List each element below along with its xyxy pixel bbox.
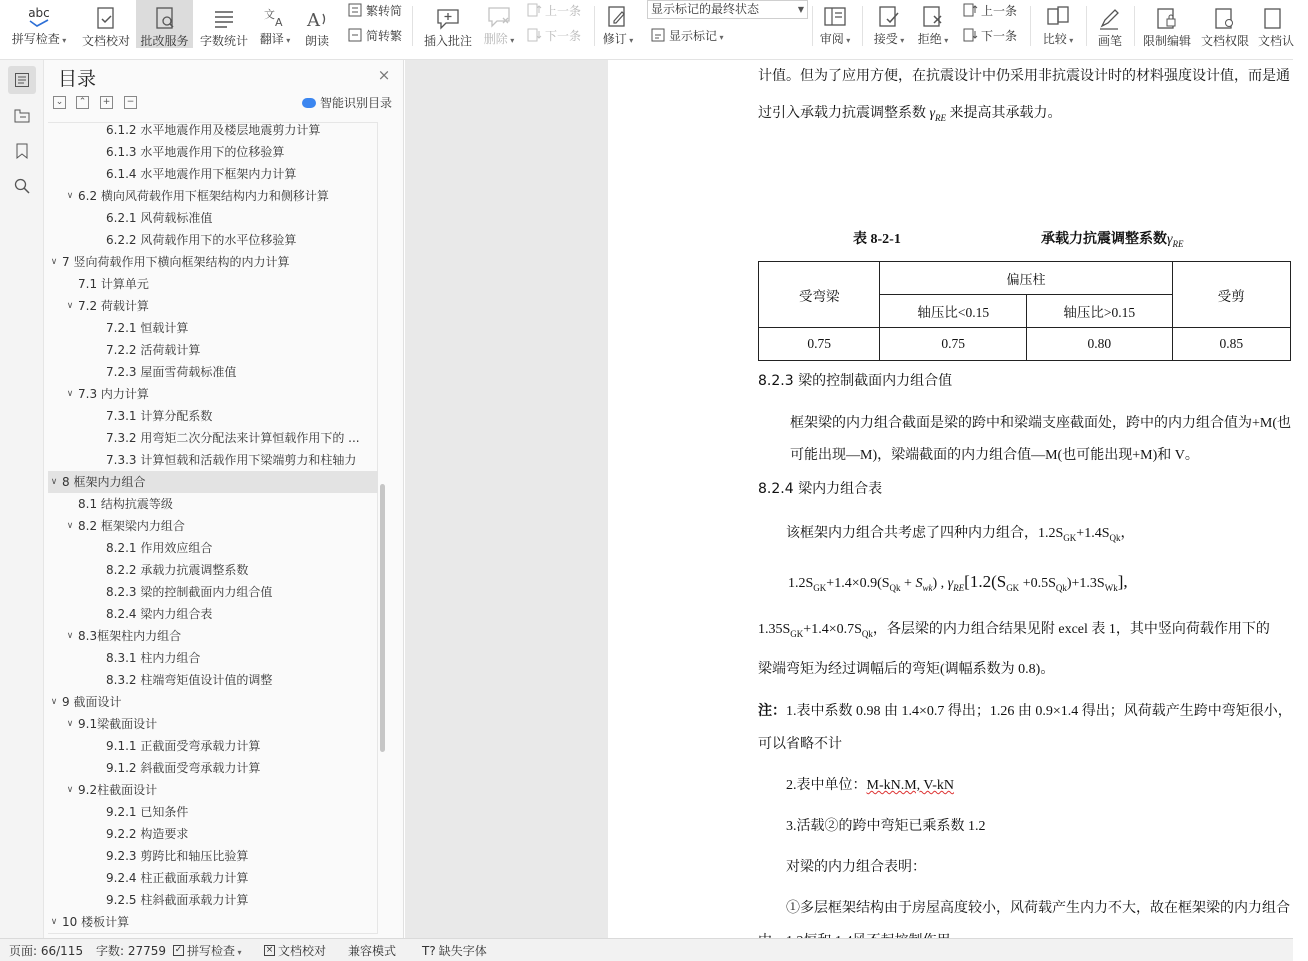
- toc-item[interactable]: [48, 251, 378, 273]
- toc-item-label: 8.3框架柱内力组合: [78, 629, 182, 643]
- ribbon-separator: [594, 6, 595, 46]
- word-count-icon: [211, 7, 237, 31]
- toc-item-label: 8.2.4 梁内力组合表: [106, 607, 213, 621]
- toc-item[interactable]: [48, 427, 378, 449]
- translate-icon: [262, 5, 288, 29]
- chevron-down-icon[interactable]: ∨: [50, 477, 58, 487]
- ribbon-separator: [1134, 6, 1135, 46]
- toc-item[interactable]: [48, 867, 378, 889]
- toc-nav-button[interactable]: [8, 66, 36, 94]
- chevron-down-icon[interactable]: ∨: [50, 257, 58, 267]
- next-change-icon: [962, 27, 978, 43]
- svg-text:A: A: [275, 16, 283, 29]
- toc-item[interactable]: [48, 273, 378, 295]
- toc-item-label: 8.3.1 柱内力组合: [106, 651, 201, 665]
- word-count-button[interactable]: 字数统计: [197, 0, 251, 48]
- toc-item[interactable]: [48, 515, 378, 537]
- document-page: [608, 60, 1308, 960]
- delete-comment-button[interactable]: 删除 ▾: [480, 0, 518, 48]
- coefficient-table: [758, 261, 1291, 361]
- paragraph-line: 过引入承载力抗震调整系数 $\gamma_{RE}$ 来提高其承载力。: [758, 106, 1062, 123]
- table-cell: 受弯梁: [759, 262, 880, 328]
- formula-line: $1.2S_{GK}+1.4\times 0.9(S_{Qk} + S_{wk})$ , $\gamma_{RE}[1.2(S_{GK} +0.5S_{Qk})+1.3S_{Wk}]$,: [788, 572, 1128, 593]
- toc-item[interactable]: [48, 229, 378, 251]
- next-comment-button[interactable]: 下一条: [526, 25, 581, 45]
- toc-scrollbar[interactable]: [380, 484, 385, 752]
- review-pane-button[interactable]: 审阅 ▾: [816, 0, 854, 48]
- pen-icon: [1097, 7, 1123, 31]
- toc-item-label: 9.1梁截面设计: [78, 717, 158, 731]
- table-cell: 0.80: [1027, 328, 1173, 361]
- collapse-all-icon[interactable]: ⌄: [53, 96, 66, 109]
- toc-item-label: 7.2.2 活荷载计算: [106, 343, 201, 357]
- restrict-edit-button[interactable]: 限制编辑: [1140, 0, 1194, 48]
- toc-item-label: 6.1.2 水平地震作用及楼层地震剪力计算: [106, 123, 321, 137]
- toc-item[interactable]: [48, 669, 378, 691]
- toc-item[interactable]: [48, 691, 378, 713]
- delete-comment-icon: [486, 5, 512, 29]
- paragraph-line: 该框架内力组合共考虑了四种内力组合，$1.2S_{GK}+1.4S_{Qk}$，: [786, 526, 1135, 543]
- read-aloud-icon: [304, 7, 330, 31]
- table-cell: 0.85: [1172, 328, 1290, 361]
- spell-check-button[interactable]: abc 拼写检查 ▾: [8, 0, 70, 48]
- toc-item-label: 9.2.5 柱斜截面承载力计算: [106, 893, 249, 907]
- toc-item-label: 7.3.2 用弯矩二次分配法来计算恒载作用下的 ...: [106, 431, 360, 445]
- status-bar: [0, 938, 1293, 961]
- chevron-down-icon[interactable]: ∨: [66, 719, 74, 729]
- show-markup-button[interactable]: 显示标记 ▾: [650, 25, 724, 45]
- toc-item-label: 8.2 框架梁内力组合: [78, 519, 185, 533]
- note-line: 2.表中单位：M-kN.M, V-kN: [786, 778, 955, 793]
- note-line: 注：1.表中系数 0.98 由 1.4×0.7 得出；1.26 由 0.9×1.4 得出；风荷载产生跨中弯矩很小，: [758, 704, 1292, 719]
- toc-item[interactable]: [48, 471, 378, 493]
- toc-item[interactable]: [48, 383, 378, 405]
- prev-change-button[interactable]: 上一条: [962, 0, 1017, 20]
- table-cell: 0.75: [880, 328, 1027, 361]
- toc-item[interactable]: [48, 581, 378, 603]
- chevron-down-icon[interactable]: ∨: [50, 917, 58, 927]
- compare-icon: [1045, 5, 1071, 29]
- checkbox-icon: ✓: [174, 945, 183, 955]
- review-service-button[interactable]: 批改服务: [136, 0, 193, 48]
- doc-more-button[interactable]: 文档认: [1258, 0, 1293, 48]
- toc-item[interactable]: [48, 713, 378, 735]
- toc-item[interactable]: [48, 779, 378, 801]
- toc-item-label: 6.2 横向风荷载作用下框架结构内力和侧移计算: [78, 189, 329, 203]
- document-rights-icon: [1212, 7, 1238, 31]
- toc-item-label: 9 截面设计: [62, 695, 122, 709]
- markup-state-dropdown[interactable]: 显示标记的最终状态 ▼: [647, 0, 808, 19]
- spell-check-icon: abc: [26, 5, 52, 29]
- doc-rights-button[interactable]: 文档权限: [1198, 0, 1252, 48]
- translate-button[interactable]: 文 A 翻译 ▾: [256, 0, 294, 48]
- lock-document-icon: [1154, 7, 1180, 31]
- toc-item-label: 8.1 结构抗震等级: [78, 497, 173, 511]
- toc-item[interactable]: [48, 801, 378, 823]
- toc-item-label: 8.2.2 承载力抗震调整系数: [106, 563, 249, 577]
- toc-item-label: 8.2.1 作用效应组合: [106, 541, 213, 555]
- toc-item-label: 7 竖向荷载作用下横向框架结构的内力计算: [62, 255, 290, 269]
- paragraph-line: ①多层框架结构由于房屋高度较小，风荷载产生内力不大，故在框架梁的内力组合: [786, 901, 1290, 916]
- toc-list: [48, 122, 378, 934]
- toc-item[interactable]: [48, 911, 378, 933]
- chevron-down-icon: ▼: [797, 5, 804, 14]
- close-icon[interactable]: ×: [377, 66, 391, 84]
- toc-item-label: 7.2.3 屋面雪荷载标准值: [106, 365, 237, 379]
- status-doc-check[interactable]: × 文档校对: [265, 944, 327, 958]
- toc-item-label: 7.3.3 计算恒载和活载作用下梁端剪力和柱轴力: [106, 453, 357, 467]
- page-indicator[interactable]: 页面: 66/115: [9, 944, 84, 958]
- compare-button[interactable]: 比较 ▾: [1038, 0, 1078, 48]
- table-cell: 轴压比<0.15: [880, 295, 1027, 328]
- paragraph-line: 计值。但为了应用方便，在抗震设计中仍采用非抗震设计时的材料强度设计值，而是通: [758, 69, 1290, 84]
- table-cell: 受剪: [1172, 262, 1290, 328]
- ribbon-separator: [812, 6, 813, 46]
- toc-item-label: 7.2.1 恒载计算: [106, 321, 189, 335]
- search-nav-button[interactable]: [8, 172, 36, 200]
- chevron-down-icon[interactable]: ∨: [50, 697, 58, 707]
- document-check-icon: [93, 7, 119, 31]
- ribbon-separator: [412, 6, 413, 46]
- toc-item-label: 9.1.2 斜截面受弯承载力计算: [106, 761, 261, 775]
- toc-item-label: 8.3.2 柱端弯矩值设计值的调整: [106, 673, 273, 687]
- paragraph-line: 对梁的内力组合表明：: [786, 860, 926, 875]
- reject-button[interactable]: 拒绝 ▾: [914, 0, 952, 48]
- read-aloud-button[interactable]: A 朗读: [300, 0, 334, 48]
- table-cell: 轴压比>0.15: [1027, 295, 1173, 328]
- bookmark-icon: [14, 143, 30, 159]
- ribbon-separator: [1086, 6, 1087, 46]
- accept-icon: [876, 5, 902, 29]
- add-heading-icon[interactable]: +: [100, 96, 113, 109]
- chevron-down-icon[interactable]: ∨: [66, 785, 74, 795]
- track-changes-button[interactable]: 修订 ▾: [600, 0, 636, 48]
- toc-item[interactable]: [48, 889, 378, 911]
- chapter-icon: [14, 107, 30, 123]
- trad-to-simp-button[interactable]: 繁转简: [347, 0, 402, 20]
- next-change-button[interactable]: 下一条: [962, 25, 1017, 45]
- expand-up-icon[interactable]: ⌃: [76, 96, 89, 109]
- remove-heading-icon[interactable]: −: [124, 96, 137, 109]
- compat-mode-indicator: 兼容模式: [348, 944, 397, 958]
- toc-item-label: 7.3 内力计算: [78, 387, 149, 401]
- show-markup-icon: [650, 27, 666, 43]
- review-service-icon: [152, 7, 178, 31]
- toc-item-label: 9.2.3 剪跨比和轴压比验算: [106, 849, 249, 863]
- chevron-down-icon[interactable]: ∨: [66, 191, 74, 201]
- reject-icon: [920, 5, 946, 29]
- bookmark-nav-button[interactable]: [8, 137, 36, 165]
- prev-comment-icon: [526, 2, 542, 18]
- doc-check-icon: ×: [265, 945, 274, 955]
- toc-item[interactable]: [48, 295, 378, 317]
- toc-item-label: 7.2 荷载计算: [78, 299, 149, 313]
- toc-item[interactable]: [48, 405, 378, 427]
- pen-button[interactable]: 画笔: [1090, 0, 1130, 48]
- toc-item[interactable]: [48, 647, 378, 669]
- document-icon: [1258, 7, 1284, 31]
- chapter-nav-button[interactable]: [8, 101, 36, 129]
- missing-font-icon: T?: [422, 943, 436, 958]
- toc-item[interactable]: [48, 207, 378, 229]
- simp-to-trad-button[interactable]: 简转繁: [347, 25, 402, 45]
- review-pane-icon: [822, 5, 848, 29]
- toc-item[interactable]: [48, 119, 378, 141]
- paragraph-line: $1.35S_{GK}+1.4\times 0.7S_{Qk}$，各层梁的内力组合结果见附 excel 表 1，其中竖向荷载作用下的: [758, 622, 1270, 639]
- search-icon: [14, 178, 30, 194]
- table-caption-id: 表 8-2-1: [853, 232, 901, 247]
- status-spell-check[interactable]: ✓ 拼写检查 ▾: [173, 942, 242, 959]
- svg-text:A: A: [307, 10, 320, 31]
- paragraph-line: 可能出现—M)，梁端截面的内力组合值—M(也可能出现+M)和 V。: [790, 448, 1199, 463]
- toc-item[interactable]: [48, 757, 378, 779]
- toc-item-label: 9.2.2 构造要求: [106, 827, 189, 841]
- toc-item-label: 10 楼板计算: [62, 915, 130, 929]
- toc-item-label: 9.2柱截面设计: [78, 783, 158, 797]
- toc-item-label: 9.2.1 已知条件: [106, 805, 189, 819]
- note-line: 可以省略不计: [758, 737, 842, 752]
- toc-item[interactable]: [48, 163, 378, 185]
- toc-item-label: 7.3.1 计算分配系数: [106, 409, 213, 423]
- insert-comment-button[interactable]: 插入批注: [420, 0, 476, 48]
- paragraph-line: 框架梁的内力组合截面是梁的跨中和梁端支座截面处，跨中的内力组合值为+M(也: [790, 416, 1292, 431]
- toc-item[interactable]: [48, 845, 378, 867]
- svg-text:文: 文: [264, 8, 275, 21]
- toc-item[interactable]: [48, 603, 378, 625]
- toc-item[interactable]: [48, 185, 378, 207]
- toc-item-label: 7.1 计算单元: [78, 277, 149, 291]
- accept-button[interactable]: 接受 ▾: [870, 0, 908, 48]
- table-cell: 0.75: [759, 328, 880, 361]
- toc-item-label: 8 框架内力组合: [62, 475, 146, 489]
- chevron-down-icon[interactable]: ∨: [66, 389, 74, 399]
- document-canvas: [405, 60, 1293, 938]
- chevron-down-icon[interactable]: ∨: [66, 301, 74, 311]
- toc-item[interactable]: [48, 735, 378, 757]
- toc-item-label: 6.1.3 水平地震作用下的位移验算: [106, 145, 285, 159]
- trad-convert-icon: [347, 2, 363, 18]
- ribbon-separator: [862, 6, 863, 46]
- navigation-strip: [0, 60, 44, 938]
- toc-item[interactable]: [48, 449, 378, 471]
- toc-item-label: 6.2.1 风荷载标准值: [106, 211, 213, 225]
- toc-title: 目录: [58, 68, 97, 90]
- prev-comment-button[interactable]: 上一条: [526, 0, 581, 20]
- next-comment-icon: [526, 27, 542, 43]
- toc-item[interactable]: [48, 625, 378, 647]
- ribbon-separator: [1030, 6, 1031, 46]
- toc-item[interactable]: [48, 361, 378, 383]
- insert-comment-icon: [435, 7, 461, 31]
- ribbon-toolbar: [0, 0, 1293, 60]
- toc-item[interactable]: [48, 339, 378, 361]
- toc-item-label: 9.1.1 正截面受弯承载力计算: [106, 739, 261, 753]
- section-heading: 8.2.4 梁内力组合表: [758, 481, 883, 497]
- toc-icon: [14, 72, 30, 88]
- toc-item-label: 9.2.4 柱正截面承载力计算: [106, 871, 249, 885]
- prev-change-icon: [962, 2, 978, 18]
- toc-panel: [44, 60, 404, 938]
- table-caption-title: 承载力抗震调整系数$\gamma_{RE}$: [1041, 232, 1184, 249]
- missing-font-indicator[interactable]: T? 缺失字体: [422, 943, 487, 958]
- section-heading: 8.2.3 梁的控制截面内力组合值: [758, 373, 953, 389]
- paragraph-line: 梁端弯矩为经过调幅后的弯矩(调幅系数为 0.8)。: [758, 662, 1055, 677]
- chevron-down-icon[interactable]: ∨: [66, 521, 74, 531]
- smart-toc-button[interactable]: 智能识别目录: [302, 94, 392, 111]
- table-cell: 偏压柱: [880, 262, 1172, 295]
- toc-item[interactable]: [48, 493, 378, 515]
- toc-item[interactable]: [48, 559, 378, 581]
- toc-item[interactable]: [48, 537, 378, 559]
- cloud-icon: [302, 98, 316, 108]
- toc-item-label: 6.1.4 水平地震作用下框架内力计算: [106, 167, 297, 181]
- toc-item[interactable]: [48, 823, 378, 845]
- toc-item-label: 6.2.2 风荷载作用下的水平位移验算: [106, 233, 297, 247]
- toc-item-label: 8.2.3 梁的控制截面内力组合值: [106, 585, 273, 599]
- word-count-indicator[interactable]: 字数: 27759: [96, 944, 167, 958]
- toc-item[interactable]: [48, 141, 378, 163]
- chevron-down-icon[interactable]: ∨: [66, 631, 74, 641]
- track-changes-icon: [605, 5, 631, 29]
- toc-item[interactable]: [48, 317, 378, 339]
- note-line: 3.活载②的跨中弯矩已乘系数 1.2: [786, 819, 986, 834]
- simp-convert-icon: [347, 27, 363, 43]
- doc-check-button[interactable]: 文档校对: [78, 0, 134, 48]
